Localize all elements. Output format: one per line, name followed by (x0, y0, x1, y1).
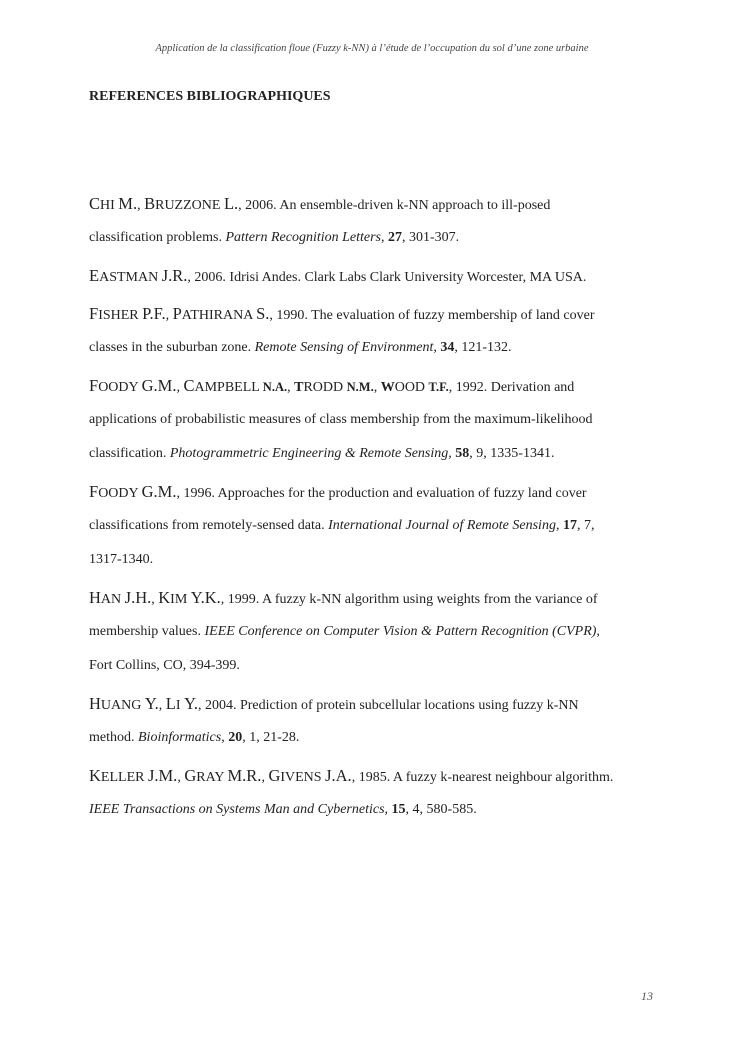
reference-text: , 1992. Derivation and (448, 380, 575, 395)
reference-text: , 1990. The evaluation of fuzzy membership of land cover (269, 308, 595, 323)
reference-text: , (384, 802, 392, 817)
reference-text: Photogrammetric Engineering & Remote Sensing, (169, 446, 452, 461)
reference-text: classes in the suburban zone. (89, 340, 255, 355)
reference-text: , (373, 380, 381, 395)
reference-text: K (158, 588, 171, 607)
reference-text: , (137, 198, 145, 213)
reference-line (89, 652, 659, 679)
reference-text: 34 (440, 340, 455, 355)
reference-text: OODY (98, 486, 142, 501)
reference-text: , (165, 308, 173, 323)
reference-text: , 2004. Prediction of protein subcellular locations using fuzzy k-NN (197, 698, 579, 713)
reference-text: T (294, 380, 304, 395)
reference-text: ASTMAN (99, 270, 162, 285)
reference-line (89, 190, 659, 224)
reference-text: C (183, 376, 195, 395)
reference-line (89, 262, 659, 289)
reference-list (89, 190, 659, 834)
reference-text: J.A. (325, 766, 352, 785)
reference-text: , (151, 592, 159, 607)
reference-line (89, 584, 659, 618)
reference-text: G.M. (141, 376, 177, 395)
section-title: REFERENCES BIBLIOGRAPHIQUES (89, 89, 331, 104)
reference-text: RODD (303, 380, 347, 395)
reference-text: International Journal of Remote Sensing (328, 518, 556, 533)
page-number: 13 (641, 989, 653, 1003)
reference-text: , (287, 380, 295, 395)
reference-text: F (89, 482, 99, 501)
reference-text: Pattern Recognition Letters (225, 230, 381, 245)
reference-text: Y.K. (190, 588, 221, 607)
reference-line (89, 796, 659, 823)
reference-text: AN (100, 592, 125, 607)
reference-text: I (175, 698, 185, 713)
running-header: Application de la classification floue (Fuzzy k-NN) à l’étude de l’occupation du sol d’une zone urbaine (155, 43, 589, 54)
reference-text: K (89, 766, 101, 785)
reference-line (89, 334, 659, 361)
reference-text: , (261, 770, 269, 785)
reference-text: 20 (228, 730, 243, 745)
reference-text: applications of probabilistic measures of class membership from the maximum-likelihood (89, 412, 593, 427)
reference-text: IM (170, 592, 191, 607)
reference-text: , (596, 624, 600, 639)
reference-text: , (177, 770, 185, 785)
reference-text: G.M. (141, 482, 177, 501)
reference-text: , 121-132. (454, 340, 512, 355)
reference-text: G (184, 766, 197, 785)
reference-text: L (165, 694, 176, 713)
reference-text: ELLER (100, 770, 148, 785)
reference-text: F (89, 304, 99, 323)
reference-entry (89, 190, 659, 251)
reference-text: N.A. (262, 380, 288, 394)
reference-text: B (144, 194, 156, 213)
reference-text: 15 (391, 802, 406, 817)
reference-text: , (381, 230, 388, 245)
reference-text: J.M. (147, 766, 178, 785)
reference-text: IEEE Conference on Computer Vision & Pattern Recognition (CVPR) (204, 624, 597, 639)
reference-text: classification. (89, 446, 170, 461)
reference-text: H (89, 694, 101, 713)
reference-text: AMPBELL (194, 380, 263, 395)
reference-text: N.M. (346, 380, 374, 394)
reference-text: M.R. (227, 766, 262, 785)
reference-text: 1317-1340. (89, 552, 154, 567)
reference-line (89, 300, 659, 334)
reference-text: , 1985. A fuzzy k-nearest neighbour algorithm. (351, 770, 614, 785)
reference-text: S. (256, 304, 270, 323)
reference-text: E (89, 266, 100, 285)
reference-text: membership values. (89, 624, 205, 639)
reference-entry (89, 690, 659, 751)
reference-text: OOD (394, 380, 429, 395)
reference-text: IEEE Transactions on Systems Man and Cybernetics (89, 802, 385, 817)
reference-text: L. (223, 194, 239, 213)
reference-text: J.H. (124, 588, 152, 607)
reference-line (89, 618, 659, 652)
reference-text: classifications from remotely-sensed data. (89, 518, 329, 533)
reference-text: , 1, 21-28. (242, 730, 300, 745)
reference-text: H (89, 588, 101, 607)
reference-text: RUZZONE (155, 198, 224, 213)
reference-line (89, 690, 659, 724)
reference-entry (89, 762, 659, 823)
reference-text: Remote Sensing of Environment (254, 340, 434, 355)
reference-text: 58 (455, 446, 470, 461)
reference-text: , 7, (576, 518, 595, 533)
reference-line (89, 512, 659, 546)
reference-line (89, 478, 659, 512)
reference-text: , 1996. Approaches for the production and evaluation of fuzzy land cover (176, 486, 587, 501)
reference-text: , (221, 730, 229, 745)
reference-text: , 4, 580-585. (405, 802, 477, 817)
reference-text: F (89, 376, 99, 395)
reference-text: ISHER (98, 308, 143, 323)
reference-text: ATHIRANA (181, 308, 257, 323)
reference-line (89, 724, 659, 751)
reference-text: , (176, 380, 184, 395)
reference-entry (89, 478, 659, 573)
reference-text: , 9, 1335-1341. (469, 446, 555, 461)
reference-entry (89, 300, 659, 361)
reference-line (89, 762, 659, 796)
reference-text: P (172, 304, 182, 323)
reference-entry (89, 262, 659, 289)
reference-line (89, 406, 659, 440)
reference-text: J.R. (161, 266, 188, 285)
reference-text: T.F. (428, 380, 449, 394)
reference-text: C (89, 194, 101, 213)
reference-line (89, 440, 659, 467)
reference-text: RAY (196, 770, 228, 785)
reference-line (89, 372, 659, 406)
reference-line (89, 546, 659, 573)
reference-text: M. (118, 194, 138, 213)
reference-text: , 2006. An ensemble-driven k-NN approach to ill-posed (238, 198, 551, 213)
reference-text: IVENS (280, 770, 326, 785)
reference-text: P.F. (142, 304, 166, 323)
reference-text: HI (100, 198, 119, 213)
reference-text: Fort Collins, CO, 394-399. (89, 658, 240, 673)
reference-text: 17 (562, 518, 577, 533)
reference-text: OODY (98, 380, 142, 395)
reference-text: Y. (144, 694, 159, 713)
reference-text: G (268, 766, 281, 785)
reference-entry (89, 372, 659, 467)
reference-text: UANG (100, 698, 145, 713)
reference-text: Y. (184, 694, 198, 713)
reference-text: method. (89, 730, 138, 745)
reference-text: , (555, 518, 563, 533)
reference-text: , 301-307. (402, 230, 460, 245)
reference-text: , (433, 340, 441, 355)
reference-text: classification problems. (89, 230, 226, 245)
reference-text: Bioinformatics (138, 730, 222, 745)
reference-text: , 1999. A fuzzy k-NN algorithm using weights from the variance of (220, 592, 598, 607)
reference-entry (89, 584, 659, 679)
reference-text: , 2006. Idrisi Andes. Clark Labs Clark University Worcester, MA USA. (187, 270, 587, 285)
reference-text: W (380, 380, 395, 395)
reference-line (89, 224, 659, 251)
reference-text: , (158, 698, 166, 713)
reference-text: 27 (388, 230, 402, 245)
